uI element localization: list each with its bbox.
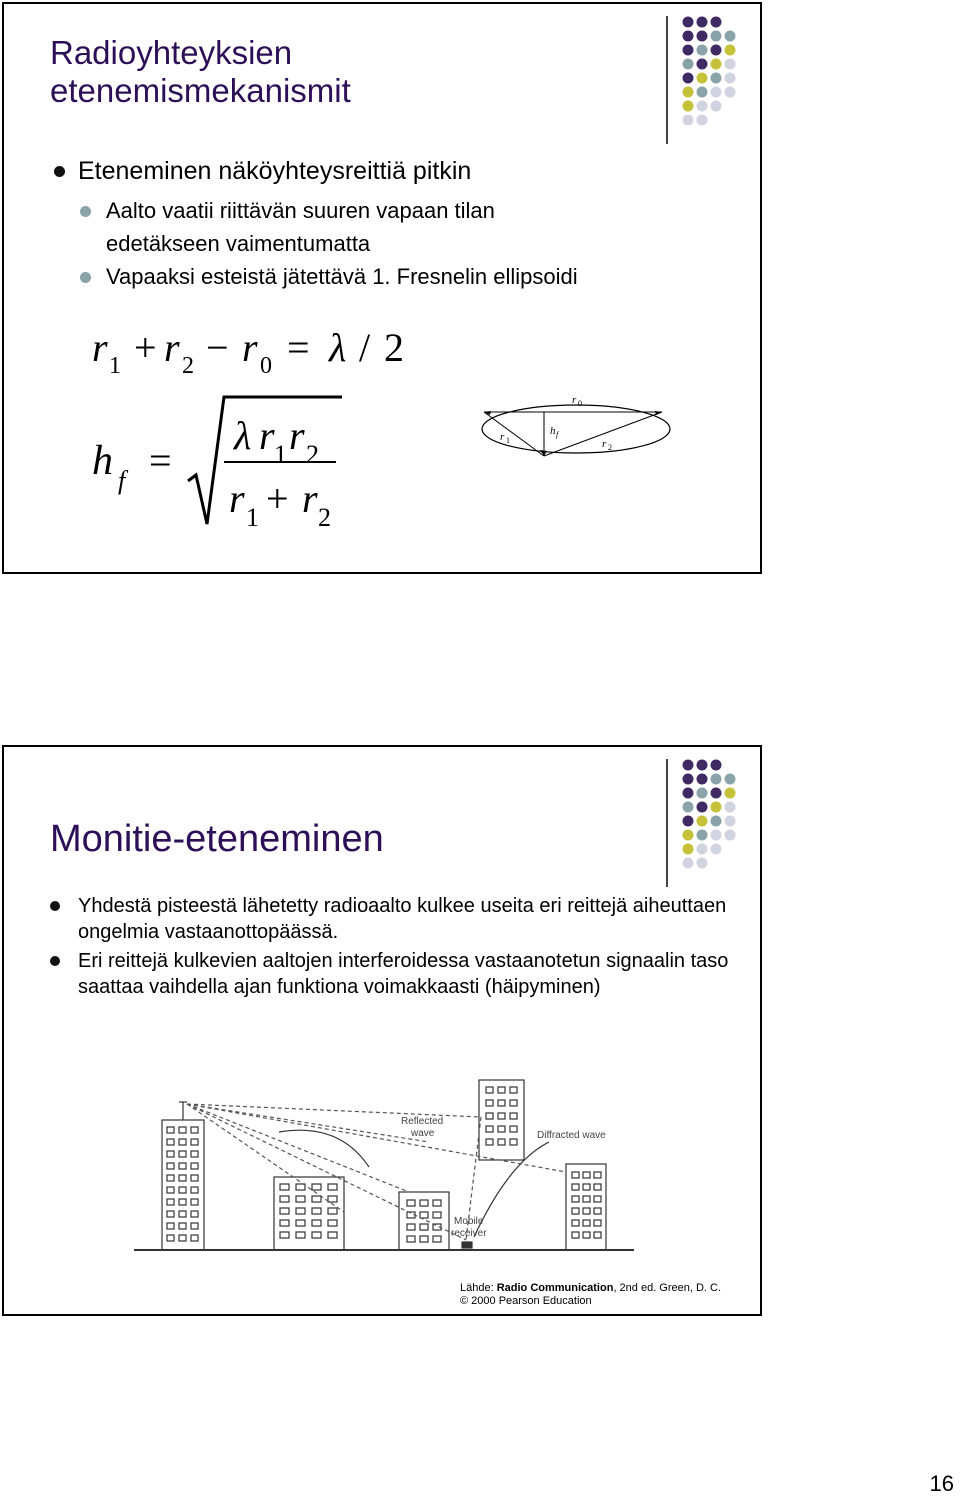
label-receiver: receiver [451, 1228, 487, 1239]
decorative-dot [683, 788, 694, 799]
r1-line [484, 412, 544, 456]
building-window [594, 1208, 601, 1214]
decorative-dot [697, 830, 708, 841]
f1-minus: − [206, 325, 229, 370]
decorative-dot [711, 844, 722, 855]
building-window [191, 1223, 198, 1229]
building-window [420, 1236, 428, 1242]
reflected-arrow [279, 1130, 369, 1167]
decorative-dot [683, 844, 694, 855]
f2-eq: = [149, 438, 172, 483]
path-to-building-3 [187, 1104, 409, 1192]
building-window [510, 1139, 517, 1145]
bullet-1: Yhdestä pisteestä lähetetty radioaalto kulkee useita eri reittejä aiheuttaen ongelmia vastaanottopäässä. [6, 893, 746, 945]
decorative-dot [697, 87, 708, 98]
decorative-dot [725, 774, 736, 785]
building-window [510, 1100, 517, 1106]
building-window [420, 1212, 428, 1218]
building-window [498, 1139, 505, 1145]
building-window [510, 1113, 517, 1119]
decorative-dot [697, 816, 708, 827]
formula-path-difference [84, 319, 424, 379]
decorative-dot [711, 31, 722, 42]
bullet-list [6, 893, 746, 1003]
building-window [594, 1196, 601, 1202]
decorative-dot [711, 17, 722, 28]
f1-plus: + [134, 325, 157, 370]
building-window [191, 1199, 198, 1205]
building-window [179, 1139, 186, 1145]
label-mobile: Mobile [454, 1216, 484, 1227]
source-rest: , 2nd ed. Green, D. C. [613, 1282, 722, 1294]
building-window [167, 1139, 174, 1145]
decorative-dot [683, 101, 694, 112]
decorative-dot [697, 73, 708, 84]
building-window [167, 1211, 174, 1217]
slide-title [50, 34, 351, 110]
decorative-dot [697, 115, 708, 126]
building-window [572, 1172, 579, 1178]
sub-bullet-2: Vapaaksi esteistä jätettävä 1. Fresnelin ellipsoidi [50, 260, 750, 293]
fresnel-ellipse-diagram [474, 389, 684, 474]
decorative-dot [711, 774, 722, 785]
building-window [486, 1100, 493, 1106]
building-window [572, 1232, 579, 1238]
sub-bullet-1-line-2: edetäkseen vaimentumatta [106, 231, 371, 256]
building-window [191, 1211, 198, 1217]
copyright: © 2000 Pearson Education [460, 1295, 592, 1307]
building-window [486, 1087, 493, 1093]
decorative-dot [711, 830, 722, 841]
building-window [572, 1184, 579, 1190]
building-window [572, 1196, 579, 1202]
decorative-dot [725, 59, 736, 70]
building-window [594, 1232, 601, 1238]
decorative-dot [697, 844, 708, 855]
building-window [572, 1208, 579, 1214]
f1-eq: = [287, 325, 310, 370]
building-window [280, 1184, 289, 1190]
decorative-dot [725, 816, 736, 827]
building-window [328, 1208, 337, 1214]
building-window [498, 1113, 505, 1119]
label-wave: wave [411, 1128, 435, 1139]
building-window [498, 1100, 505, 1106]
decorative-dot [697, 788, 708, 799]
bullet-main: Eteneminen näköyhteysreittiä pitkin [50, 156, 750, 186]
building-window [486, 1126, 493, 1132]
f1-r0-sub: 0 [260, 353, 272, 379]
building-window [191, 1139, 198, 1145]
slide-fresnel [2, 2, 762, 574]
decorative-dot [711, 816, 722, 827]
building-window [312, 1184, 321, 1190]
decorative-dot [683, 115, 694, 126]
decorative-dot [683, 31, 694, 42]
f2-den-r1: r [229, 476, 245, 521]
building-window [179, 1163, 186, 1169]
formula-fresnel-height [84, 389, 384, 539]
building-window [328, 1232, 337, 1238]
decorative-dot [683, 87, 694, 98]
decorative-dot [697, 31, 708, 42]
building-window [583, 1184, 590, 1190]
building-window [312, 1232, 321, 1238]
building-window [407, 1200, 415, 1206]
slide-title: Monitie-eteneminen [50, 818, 384, 860]
bullet-list [50, 156, 750, 293]
decorative-dot [711, 788, 722, 799]
decorative-dot [683, 858, 694, 869]
building-window [191, 1127, 198, 1133]
decorative-dot [725, 31, 736, 42]
building-window [280, 1232, 289, 1238]
building-window [328, 1184, 337, 1190]
f2-num-sub2: 2 [306, 440, 319, 469]
building-window [296, 1220, 305, 1226]
building-window [594, 1220, 601, 1226]
building-window [179, 1211, 186, 1217]
building-window [312, 1208, 321, 1214]
decorative-dot [711, 73, 722, 84]
building-window [191, 1151, 198, 1157]
decorative-dot [683, 17, 694, 28]
building-window [486, 1113, 493, 1119]
building-window [510, 1126, 517, 1132]
title-line-1: Radioyhteyksien [50, 34, 293, 71]
decorative-dot [711, 760, 722, 771]
building-window [510, 1087, 517, 1093]
diffracted-arrow [474, 1142, 549, 1237]
decorative-dot [725, 87, 736, 98]
building-window [407, 1236, 415, 1242]
f2-num-r1: r [259, 413, 275, 458]
building-window [179, 1235, 186, 1241]
f2-num-r2: r [289, 413, 305, 458]
decorative-dot [683, 73, 694, 84]
building-window [191, 1187, 198, 1193]
f1-lambda: λ [329, 325, 347, 370]
f2-den-r2: r [302, 476, 318, 521]
building-window [191, 1235, 198, 1241]
bullet-2: Eri reittejä kulkevien aaltojen interferoidessa vastaanotetun signaalin taso saattaa vaihdella ajan funktiona voimakkaasti (häipyminen) [6, 948, 746, 1000]
building-window [167, 1235, 174, 1241]
path-to-building-5 [187, 1104, 566, 1172]
building-window [583, 1196, 590, 1202]
decorative-dot [697, 17, 708, 28]
label-r1-sub: 1 [506, 436, 510, 445]
label-r0-sub: 0 [578, 399, 582, 408]
building-window [191, 1163, 198, 1169]
decorative-dot [697, 45, 708, 56]
decorative-dot [725, 830, 736, 841]
building-window [583, 1220, 590, 1226]
decorative-dot [725, 45, 736, 56]
building-window [179, 1199, 186, 1205]
building-window [280, 1208, 289, 1214]
building-window [433, 1212, 441, 1218]
f2-h-sub: f [118, 466, 126, 495]
f1-r1: r [92, 325, 108, 370]
f2-den-sub2: 2 [318, 503, 331, 532]
decorative-dot [683, 45, 694, 56]
f1-slash: / [359, 325, 371, 370]
f1-r2: r [164, 325, 180, 370]
label-diffracted: Diffracted wave [537, 1130, 606, 1141]
f1-r2-sub: 2 [182, 353, 194, 379]
title-divider [666, 16, 668, 144]
building-window [572, 1220, 579, 1226]
decorative-dot [725, 802, 736, 813]
decorative-dot [683, 802, 694, 813]
decorative-dots-icon [676, 14, 816, 134]
title-line-2: etenemismekanismit [50, 72, 351, 109]
building-window [498, 1126, 505, 1132]
building-window [296, 1232, 305, 1238]
building-window [179, 1223, 186, 1229]
label-hf-sub: f [556, 430, 559, 439]
building-window [407, 1224, 415, 1230]
building-window [312, 1196, 321, 1202]
building-window [167, 1127, 174, 1133]
decorative-dot [711, 45, 722, 56]
building-window [167, 1199, 174, 1205]
decorative-dot [697, 59, 708, 70]
sub-bullet-1 [50, 194, 750, 260]
f2-num-sub1: 1 [274, 440, 287, 469]
source-prefix: Lähde: [460, 1282, 497, 1294]
building-window [328, 1220, 337, 1226]
label-r1: r [500, 431, 505, 443]
slide-multipath [2, 745, 762, 1316]
f1-r1-sub: 1 [109, 353, 121, 379]
decorative-dot [697, 101, 708, 112]
building-window [167, 1151, 174, 1157]
building-window [179, 1187, 186, 1193]
decorative-dot [711, 101, 722, 112]
decorative-dot [697, 858, 708, 869]
building-window [167, 1175, 174, 1181]
f1-r0: r [242, 325, 258, 370]
building-window [486, 1139, 493, 1145]
building-window [433, 1236, 441, 1242]
building-window [167, 1163, 174, 1169]
building-window [498, 1087, 505, 1093]
building-window [433, 1200, 441, 1206]
decorative-dot [697, 802, 708, 813]
f1-two: 2 [384, 325, 404, 370]
building-window [583, 1232, 590, 1238]
decorative-dot [711, 59, 722, 70]
building-window [583, 1208, 590, 1214]
decorative-dots-icon [676, 757, 816, 877]
building-window [328, 1196, 337, 1202]
building-window [191, 1175, 198, 1181]
f2-den-sub1: 1 [246, 503, 259, 532]
building-window [296, 1208, 305, 1214]
sub-bullet-1-line-1: Aalto vaatii riittävän suuren vapaan tilan [106, 198, 495, 223]
building-window [583, 1172, 590, 1178]
f2-h: h [92, 438, 113, 484]
building-window [594, 1172, 601, 1178]
label-r0: r [572, 394, 577, 406]
decorative-dot [725, 788, 736, 799]
label-r2-sub: 2 [608, 443, 612, 452]
building-window [179, 1151, 186, 1157]
decorative-dot [683, 760, 694, 771]
decorative-dot [697, 774, 708, 785]
label-reflected: Reflected [401, 1116, 444, 1127]
f2-den-plus: + [266, 476, 289, 521]
decorative-dot [683, 830, 694, 841]
building-window [312, 1220, 321, 1226]
decorative-dot [683, 774, 694, 785]
building-window [280, 1196, 289, 1202]
multipath-illustration [129, 1072, 639, 1262]
decorative-dot [725, 73, 736, 84]
building-window [179, 1127, 186, 1133]
building-window [296, 1196, 305, 1202]
f2-lambda: λ [234, 413, 252, 458]
decorative-dot [683, 59, 694, 70]
title-divider [666, 759, 668, 887]
label-r2: r [602, 438, 607, 450]
building-window [420, 1200, 428, 1206]
building-window [280, 1220, 289, 1226]
page-number: 16 [929, 1471, 954, 1496]
building-window [167, 1187, 174, 1193]
building-window [420, 1224, 428, 1230]
source-citation [460, 1282, 721, 1308]
decorative-dot [711, 87, 722, 98]
decorative-dot [683, 816, 694, 827]
label-hf: h [550, 425, 556, 437]
mobile-receiver-icon [462, 1242, 472, 1248]
source-book: Radio Communication [496, 1282, 614, 1294]
path-to-building-2 [187, 1104, 344, 1212]
building-window [167, 1223, 174, 1229]
decorative-dot [711, 802, 722, 813]
decorative-dot [697, 760, 708, 771]
building-window [594, 1184, 601, 1190]
building-window [179, 1175, 186, 1181]
